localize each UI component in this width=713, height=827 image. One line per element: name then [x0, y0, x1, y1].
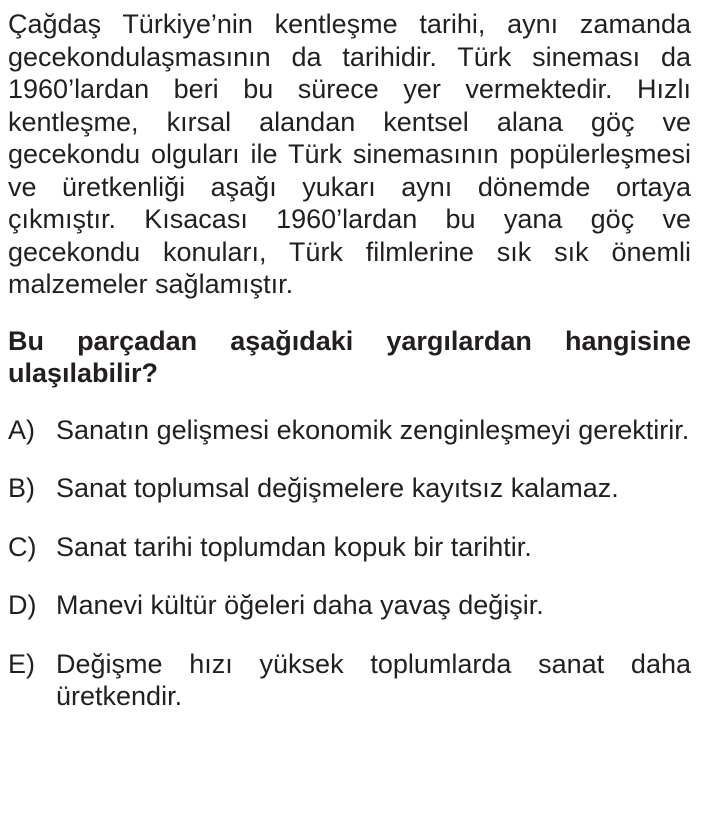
option-letter: C) — [8, 531, 37, 562]
question-stem: Bu parçadan aşağıdaki yargılardan hangisine ulaşılabilir? — [8, 325, 691, 388]
option-c[interactable] — [8, 531, 691, 564]
reading-passage: Çağdaş Türkiye’nin kentleşme tarihi, aynı zamanda gecekondulaşmasının da tarihidir. Türk sineması da 1960’lardan beri bu sürece yer vermektedir. Hızlı kentleşme, kırsal alandan kentsel alana göç ve gecekondu olguları ile Türk sinemasının popülerleşmesi ve üretkenliği aşağı yukarı aynı dönemde ortaya çıkmıştır. Kısacası 1960’lardan bu yana göç ve gecekondu konuları, Türk filmlerine sık sık önemli malzemeler sağlamıştır. — [8, 9, 691, 299]
option-b[interactable] — [8, 472, 691, 505]
option-letter: E) — [8, 648, 35, 679]
option-d[interactable] — [8, 589, 691, 622]
option-e[interactable] — [8, 648, 691, 713]
option-letter: A) — [8, 414, 35, 445]
option-text: Değişme hızı yüksek toplumlarda sanat daha üretkendir. — [56, 648, 691, 711]
option-text: Sanatın gelişmesi ekonomik zenginleşmeyi gerektirir. — [56, 414, 690, 445]
option-text: Sanat tarihi toplumdan kopuk bir tarihtir. — [56, 531, 532, 562]
option-a[interactable] — [8, 414, 691, 447]
option-text: Manevi kültür öğeleri daha yavaş değişir. — [56, 590, 544, 620]
option-letter: B) — [8, 473, 35, 503]
answer-options — [8, 414, 691, 713]
option-text: Sanat toplumsal değişmelere kayıtsız kalamaz. — [56, 473, 619, 503]
option-letter: D) — [8, 590, 37, 620]
